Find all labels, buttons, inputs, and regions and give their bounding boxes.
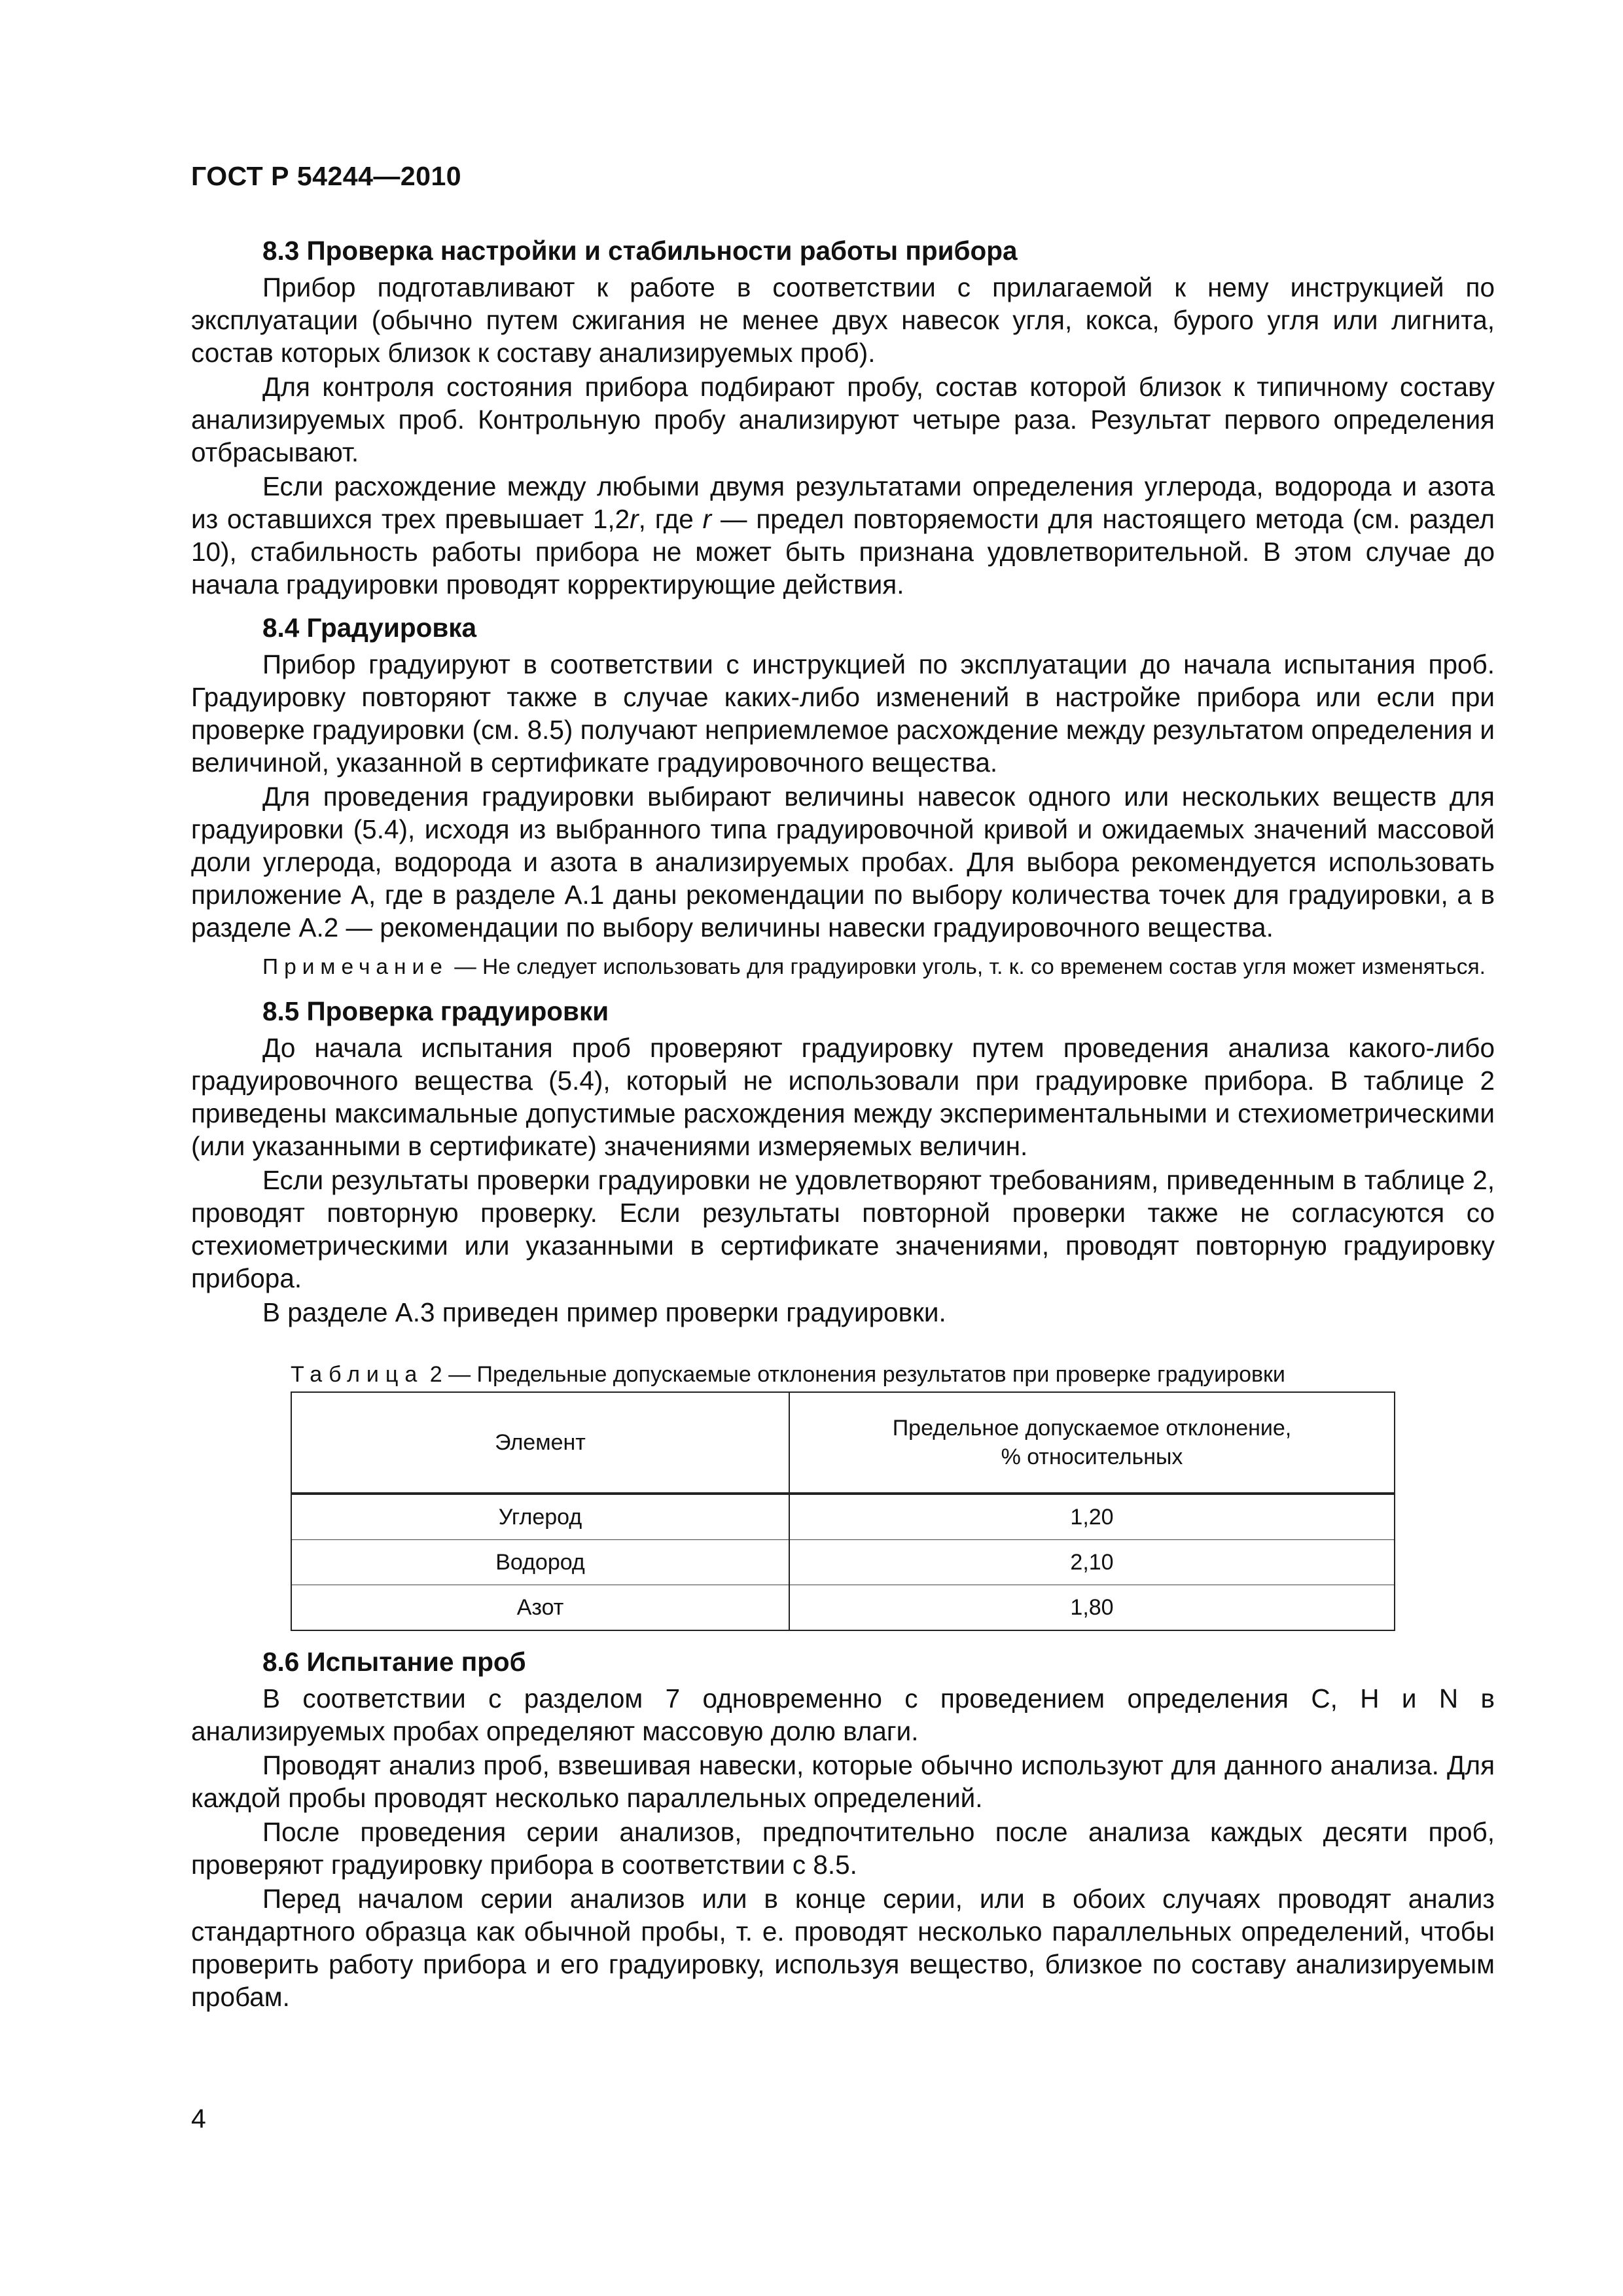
note-label: Примечание: [262, 955, 448, 979]
section-8-5-paragraph-3: В разделе А.3 приведен пример проверки градуировки.: [262, 1297, 946, 1327]
document-body: [191, 234, 1495, 2015]
table-caption-text: 2 — Предельные допускаемые отклонения результатов при проверке градуировки: [423, 1362, 1285, 1387]
column-header-deviation: [789, 1392, 1395, 1494]
paragraph-text: Если расхождение между любыми двумя результатами определения углерода, водорода и азота из оставшихся трех превышает 1,2: [191, 471, 1495, 534]
section-8-6-paragraph-2: Проводят анализ проб, взвешивая навески, которые обычно используют для данного анализа. Для каждой пробы проводят несколько параллельных определений.: [191, 1750, 1495, 1813]
paragraph-text: — предел повторяемости для настоящего метода (см. раздел 10), стабильность работы прибора не может быть признана удовлетворительной. В этом случае до начала градуировки проводят корректирующие действия.: [191, 504, 1495, 600]
section-8-6-paragraph-1: В соответствии с разделом 7 одновременно с проведением определения C, H и N в анализируемых пробах определяют массовую долю влаги.: [191, 1683, 1495, 1746]
section-8-4-paragraph-2: Для проведения градуировки выбирают величины навесок одного или нескольких веществ для градуировки (5.4), исходя из выбранного типа градуировочной кривой и ожидаемых значений массовой доли углерода, водорода и азота в анализируемых пробах. Для выбора рекомендуется использовать приложение А, где в разделе А.1 даны рекомендации по выбору количества точек для градуировки, а в разделе А.2 — рекомендации по выбору величины навески градуировочного вещества.: [191, 781, 1495, 942]
document-code-header: ГОСТ Р 54244—2010: [191, 161, 462, 191]
table-cell-value: 1,80: [789, 1585, 1395, 1631]
section-8-3-paragraph-2: Для контроля состояния прибора подбирают пробу, состав которой близок к типичному составу анализируемых проб. Контрольную пробу анализируют четыре раза. Результат первого определения отбрасывают.: [191, 372, 1495, 467]
table-cell-element: Углерод: [291, 1494, 789, 1540]
section-8-4-title: 8.4 Градуировка: [262, 613, 477, 643]
table-row: [291, 1494, 1395, 1540]
table-2-caption: [191, 1360, 1495, 1389]
table-2-deviation-limits: [291, 1391, 1395, 1631]
section-8-4-paragraph-1: Прибор градуируют в соответствии с инструкцией по эксплуатации до начала испытания проб. Градуировку повторяют также в случае каких-либо изменений в настройке прибора или если при проверке градуировки (см. 8.5) получают неприемлемое расхождение между результатом определения и величиной, указанной в сертификате градуировочного вещества.: [191, 649, 1495, 778]
table-caption-label: Таблица: [291, 1362, 424, 1387]
section-8-5-title: 8.5 Проверка градуировки: [262, 996, 609, 1026]
column-header-element: Элемент: [291, 1392, 789, 1494]
section-8-4-note: [191, 953, 1495, 982]
table-cell-element: Азот: [291, 1585, 789, 1631]
paragraph-text: , где: [638, 504, 703, 534]
table-row: [291, 1540, 1395, 1585]
table-row: [291, 1585, 1395, 1631]
table-cell-value: 2,10: [789, 1540, 1395, 1585]
section-8-5-paragraph-2: Если результаты проверки градуировки не удовлетворяют требованиям, приведенным в таблице 2, проводят повторную проверку. Если результаты повторной проверки также не согласуются со стехиометрическими или указанными в сертификате значениями, проводят повторную градуировку прибора.: [191, 1165, 1495, 1293]
section-8-6-paragraph-3: После проведения серии анализов, предпочтительно после анализа каждых десяти проб, проверяют градуировку прибора в соответствии с 8.5.: [191, 1817, 1495, 1880]
section-8-6-title: 8.6 Испытание проб: [262, 1647, 526, 1677]
column-header-line: Предельное допускаемое отклонение,: [892, 1416, 1292, 1441]
note-text: — Не следует использовать для градуировки уголь, т. к. со временем состав угля может изменяться.: [448, 955, 1486, 979]
section-8-3-paragraph-1: Прибор подготавливают к работе в соответствии с прилагаемой к нему инструкцией по эксплуатации (обычно путем сжигания не менее двух навесок угля, кокса, бурого угля или лигнита, состав которых близок к составу анализируемых проб).: [191, 272, 1495, 368]
section-8-3-title: 8.3 Проверка настройки и стабильности работы прибора: [262, 236, 1018, 266]
table-header-row: [291, 1392, 1395, 1494]
table-cell-value: 1,20: [789, 1494, 1395, 1540]
section-8-5-paragraph-1: До начала испытания проб проверяют градуировку путем проведения анализа какого-либо градуировочного вещества (5.4), который не использовали при градуировке прибора. В таблице 2 приведены максимальные допустимые расхождения между экспериментальными и стехиометрическими (или указанными в сертификате) значениями измеряемых величин.: [191, 1033, 1495, 1161]
column-header-line: % относительных: [1001, 1444, 1183, 1469]
italic-symbol-r: r: [702, 504, 712, 534]
italic-symbol-r: r: [630, 504, 639, 534]
section-8-6-paragraph-4: Перед началом серии анализов или в конце серии, или в обоих случаях проводят анализ стандартного образца как обычной пробы, т. е. проводят несколько параллельных определений, чтобы проверить работу прибора и его градуировку, используя вещество, близкое по составу анализируемым пробам.: [191, 1884, 1495, 2012]
table-cell-element: Водород: [291, 1540, 789, 1585]
section-8-3-paragraph-3: [191, 470, 1495, 601]
page-number: 4: [191, 2104, 206, 2134]
